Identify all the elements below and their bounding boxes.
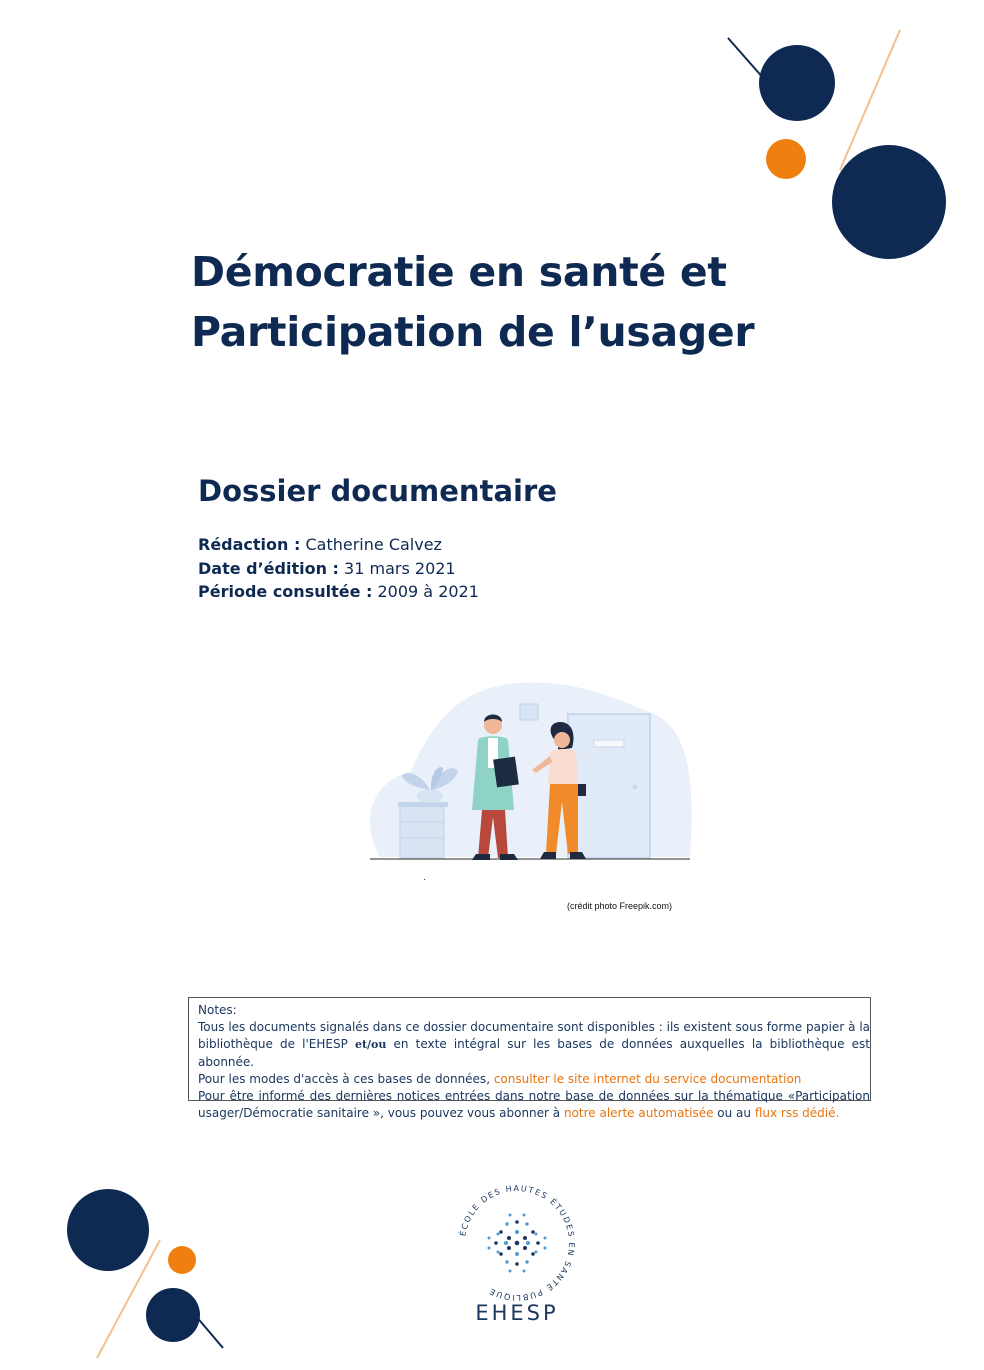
title-line-2: Participation de l’usager bbox=[191, 308, 755, 356]
notes-text: ou au bbox=[713, 1106, 755, 1121]
ehesp-logo bbox=[452, 1180, 582, 1330]
logo-wordmark: EHESP bbox=[475, 1301, 559, 1325]
meta-label: Date d’édition : bbox=[198, 558, 339, 578]
meta-value: 31 mars 2021 bbox=[344, 558, 456, 578]
decorative-circles-top bbox=[700, 20, 970, 270]
meta-date bbox=[198, 557, 479, 581]
logo-ring-text: ÉCOLE DES HAUTES ÉTUDES EN SANTÉ PUBLIQUE bbox=[458, 1183, 577, 1303]
notes-text: Tous les documents signalés dans ce dossier documentaire sont disponibles : ils existent sous forme papier à la bibliothèque de l'EHESP bbox=[198, 1020, 870, 1052]
decorative-circle bbox=[146, 1288, 200, 1342]
photo-credit: (crédit photo Freepik.com) bbox=[567, 901, 673, 911]
notes-text: Pour les modes d'accès à ces bases de données, bbox=[198, 1071, 494, 1086]
notes-paragraph-1 bbox=[198, 1019, 870, 1071]
notes-text-emphasis: et/ou bbox=[354, 1038, 387, 1052]
decorative-circle bbox=[168, 1246, 196, 1274]
decorative-circles-bottom bbox=[55, 1180, 235, 1365]
alert-subscription-link[interactable]: notre alerte automatisée bbox=[563, 1106, 714, 1121]
decorative-circle bbox=[766, 139, 806, 179]
meta-redaction bbox=[198, 533, 479, 557]
meta-value: 2009 à 2021 bbox=[377, 582, 479, 601]
notes-paragraph-3 bbox=[198, 1088, 870, 1122]
notes-box bbox=[188, 997, 871, 1121]
meta-value: Catherine Calvez bbox=[305, 535, 442, 554]
notes-text: Pour être informé des dernières notices entrées dans notre base de données sur la thématique «Participation usager/Démocratie sanitaire », vous pouvez vous abonner à bbox=[198, 1089, 870, 1121]
decorative-circle bbox=[67, 1189, 149, 1271]
documentation-site-link[interactable]: consulter le site internet du service documentation bbox=[493, 1071, 802, 1086]
notes-heading: Notes: bbox=[198, 1003, 237, 1017]
page-title bbox=[191, 242, 831, 362]
meta-label: Période consultée : bbox=[198, 582, 373, 601]
illustration-dot: . bbox=[423, 872, 426, 883]
decorative-circle bbox=[832, 145, 946, 259]
doctor-patient-illustration-icon bbox=[350, 672, 720, 872]
notes-paragraph-2 bbox=[198, 1071, 870, 1088]
title-line-1: Démocratie en santé et bbox=[191, 248, 727, 296]
rss-feed-link[interactable]: flux rss dédié. bbox=[754, 1106, 840, 1121]
logo-dots-icon bbox=[488, 1214, 547, 1273]
meta-period bbox=[198, 580, 479, 604]
document-meta bbox=[198, 533, 479, 604]
notes-text: en texte intégral sur les bases de données auxquelles la bibliothèque est abonnée. bbox=[198, 1037, 870, 1069]
document-type-heading: Dossier documentaire bbox=[198, 474, 557, 508]
decorative-circle bbox=[759, 45, 835, 121]
meta-label: Rédaction : bbox=[198, 535, 301, 554]
